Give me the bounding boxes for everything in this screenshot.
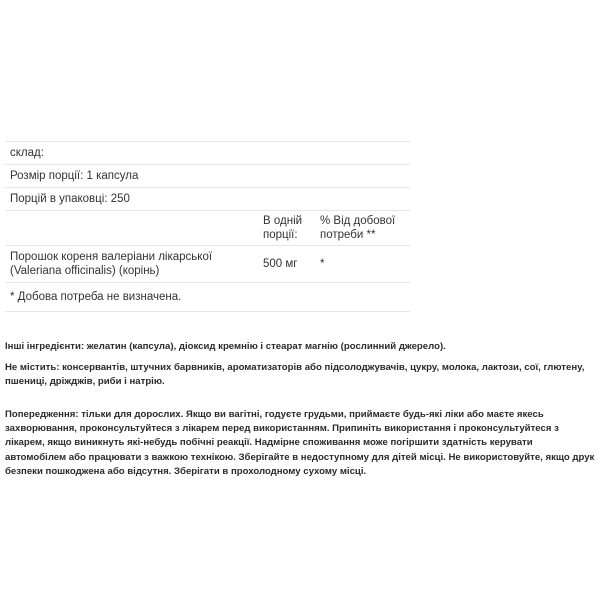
serving-size-row: [5, 165, 410, 188]
header-daily-value: % Від добової потреби **: [315, 211, 410, 246]
supplement-facts-table: [5, 141, 410, 312]
column-header-row: [5, 211, 410, 246]
ingredient-name: Порошок кореня валеріани лікарської (Valeriana officinalis) (корінь): [5, 246, 258, 283]
table-title: склад:: [5, 142, 410, 165]
ingredient-amount: 500 мг: [258, 246, 315, 283]
warning-text: Попередження: тільки для дорослих. Якщо ви вагітні, годуєте грудьми, приймаєте будь-які ліки або маєте якесь захворювання, проконсультуйтеся з лікарем перед використанням. Припиніть використання і проконсультуйтеся з лікарем, якщо виникнуть які-небудь побічні реакції. Надмірне споживання може погіршити здатність керувати автомобілем або працювати з важкою технікою. Зберігайте в недоступному для дітей місці. Не використовуйте, якщо друк безпеки пошкоджена або відсутня. Зберігати в прохолодному сухому місці.: [5, 409, 595, 477]
footnote-row: [5, 283, 410, 312]
does-not-contain-text: Не містить: консервантів, штучних барвників, ароматизаторів або підсолоджувачів, цукру, молока, лактози, сої, глютену, пшениці, дріжджів, риби і натрію.: [5, 362, 585, 388]
servings-per-container: Порцій в упаковці: 250: [5, 188, 410, 211]
servings-per-container-row: [5, 188, 410, 211]
header-empty: [5, 211, 258, 246]
serving-size: Розмір порції: 1 капсула: [5, 165, 410, 188]
ingredient-row: [5, 246, 410, 283]
table-title-row: [5, 142, 410, 165]
other-ingredients-text: Інші інгредієнти: желатин (капсула), діоксид кремнію і стеарат магнію (рослинний джерело).: [5, 341, 446, 352]
ingredient-daily-value: *: [315, 246, 410, 283]
footnote: * Добова потреба не визначена.: [5, 283, 410, 312]
header-amount: В одній порції:: [258, 211, 315, 246]
